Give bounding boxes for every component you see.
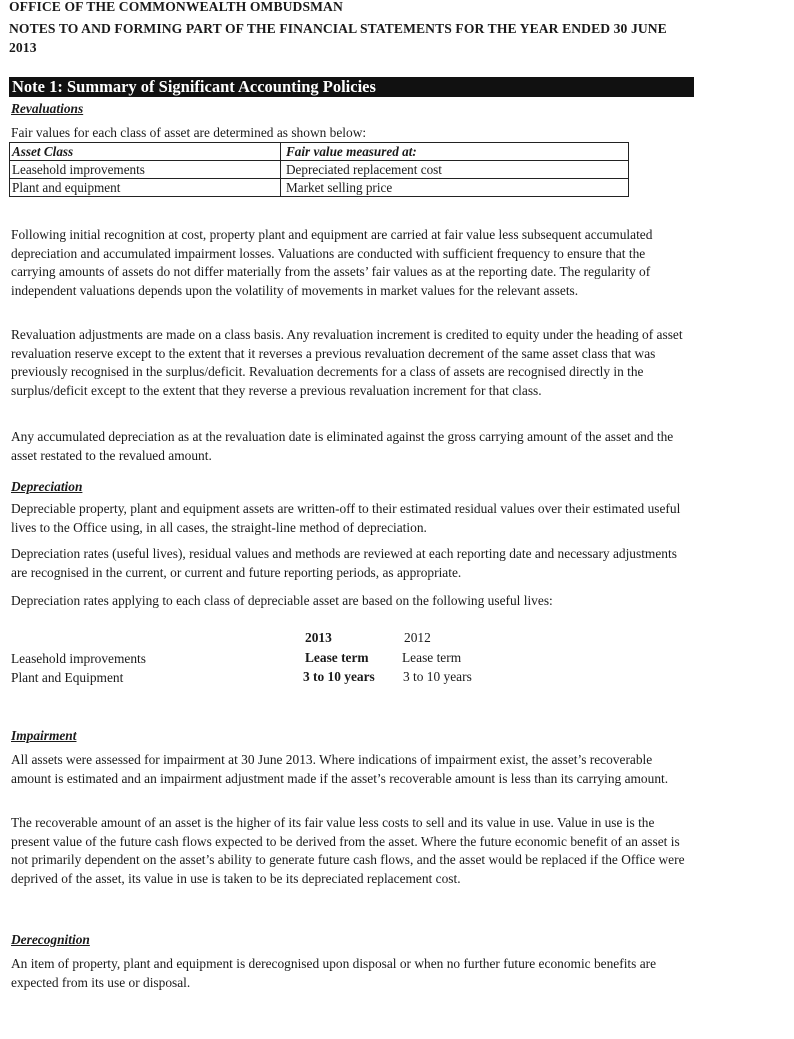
lives-row-label: Plant and Equipment [11,670,124,685]
table-row [10,179,629,197]
lives-current-value: 3 to 10 years [303,669,375,684]
header-asset-class: Asset Class [10,143,281,161]
lives-row-label: Leasehold improvements [11,651,146,666]
derecognition-paragraph-1: An item of property, plant and equipment is derecognised upon disposal or when no further future economic benefits are expected from its use or disposal. [11,956,657,990]
asset-class-cell: Leasehold improvements [10,161,281,179]
lives-prior-value: 3 to 10 years [403,669,472,684]
fair-value-table-header [10,143,629,161]
year-current-header: 2013 [305,630,332,645]
note-title-bar: Note 1: Summary of Significant Accounting Policies [9,77,694,97]
revaluations-paragraph-2: Revaluation adjustments are made on a class basis. Any revaluation increment is credited to equity under the heading of asset revaluation reserve except to the extent that it reverses a previous revaluation decrement of the same asset class that was previously recognised in the surplus/deficit. Revaluation decrements for a class of assets are recognised directly in the surplus/deficit except to the extent that they reverse a previous revaluation increment for that class. [11,327,683,398]
fair-value-cell: Market selling price [281,179,629,197]
statement-year: 2013 [9,40,37,55]
depreciation-paragraph-1: Depreciable property, plant and equipment assets are written-off to their estimated residual values over their estimated useful lives to the Office using, in all cases, the straight-line method of depreciation. [11,501,681,535]
impairment-paragraph-2: The recoverable amount of an asset is the higher of its fair value less costs to sell and its value in use. Value in use is the present value of the future cash flows expected to be derived from the asset. Where the future economic benefit of an asset is not primarily dependent on the asset’s ability to generate future cash flows, and the asset would be replaced if the Office were deprived of the asset, its value in use is taken to be its depreciated replacement cost. [11,815,685,886]
header-fair-value: Fair value measured at: [281,143,629,161]
impairment-paragraph-1: All assets were assessed for impairment at 30 June 2013. Where indications of impairment exist, the asset’s recoverable amount is estimated and an impairment adjustment made if the asset’s recoverable amount is less than its carrying amount. [11,752,669,786]
lives-current-value: Lease term [305,650,369,665]
revaluations-paragraph-3: Any accumulated depreciation as at the revaluation date is eliminated against the gross carrying amount of the asset and the asset restated to the revalued amount. [11,429,674,463]
fair-value-cell: Depreciated replacement cost [281,161,629,179]
asset-class-cell: Plant and equipment [10,179,281,197]
depreciation-heading: Depreciation [11,479,83,494]
depreciation-paragraph-3: Depreciation rates applying to each class of depreciable asset are based on the following useful lives: [11,593,553,608]
depreciation-paragraph-2: Depreciation rates (useful lives), residual values and methods are reviewed at each reporting date and necessary adjustments are recognised in the current, or current and future reporting periods, as appropriate. [11,546,677,580]
revaluations-heading: Revaluations [11,101,84,116]
revaluations-paragraph-1: Following initial recognition at cost, property plant and equipment are carried at fair value less subsequent accumulated depreciation and accumulated impairment losses. Valuations are conducted with sufficient frequency to ensure that the carrying amounts of assets do not differ materially from the assets’ fair values as at the reporting date. The regularity of independent valuations depends upon the volatility of movements in market values for the relevant assets. [11,227,653,298]
derecognition-heading: Derecognition [11,932,90,947]
lives-prior-value: Lease term [402,650,462,665]
fair-value-table [9,142,629,197]
table-row [10,161,629,179]
revaluations-intro: Fair values for each class of asset are determined as shown below: [11,125,367,140]
statement-title: NOTES TO AND FORMING PART OF THE FINANCIAL STATEMENTS FOR THE YEAR ENDED 30 JUNE [9,21,667,36]
impairment-heading: Impairment [11,728,77,743]
office-name: OFFICE OF THE COMMONWEALTH OMBUDSMAN [9,0,343,14]
year-prior-header: 2012 [404,630,431,645]
